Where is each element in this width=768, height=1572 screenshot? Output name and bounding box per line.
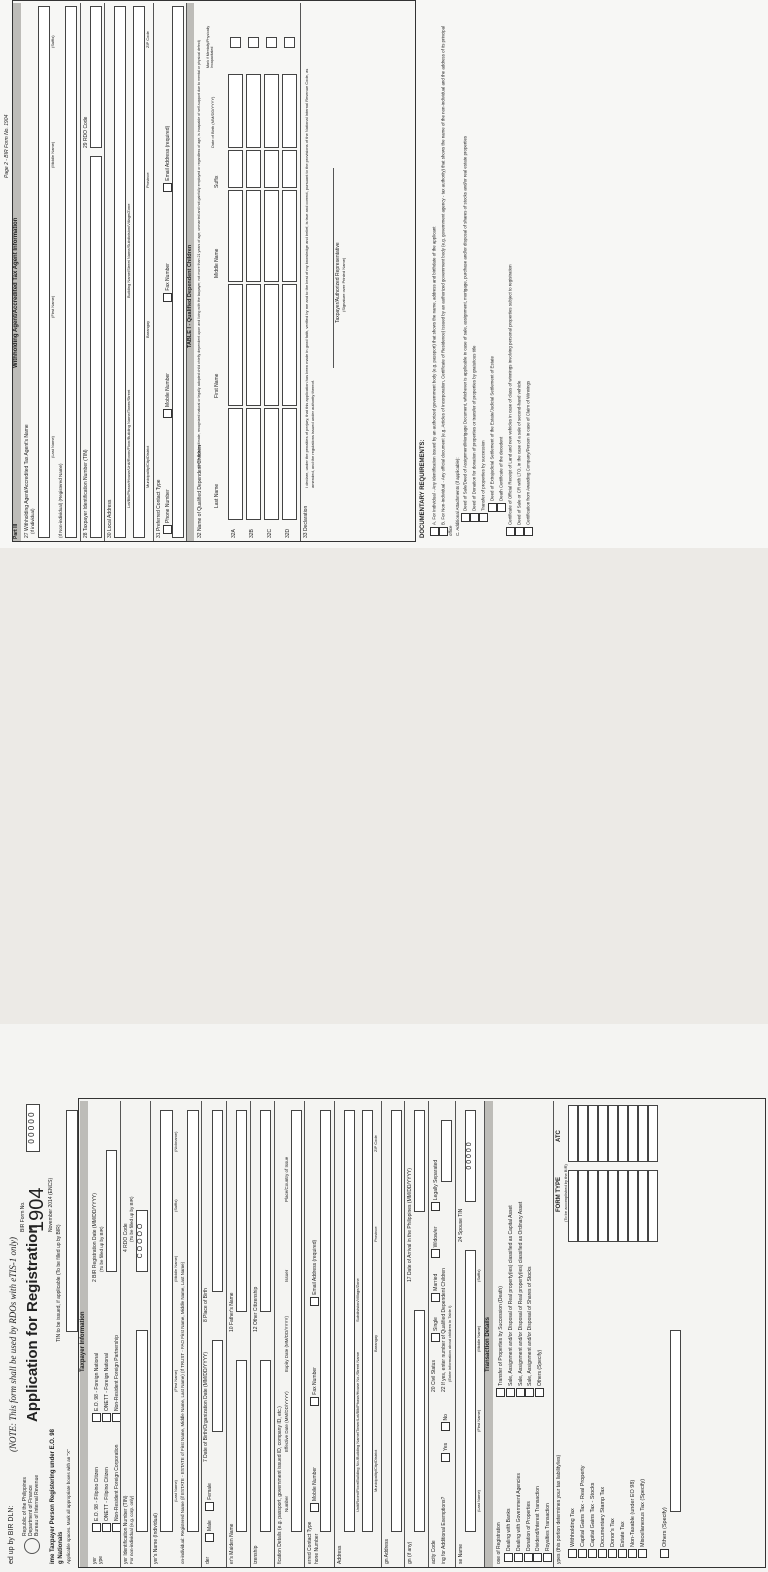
spouse-part: (Suffix): [476, 1269, 481, 1282]
purpose-list-2: Transfer of Properties by Succession (Death) Sale, Assignment and/or Disposal of Real property(ies) classified as Capital Asset Sale, Assignment and/or Disposal of Real property(ies) classified as Ordinary Asset Sale, Assignment and/or Disposal of Shares of Stocks Others (Specify): [496, 1202, 545, 1397]
divider: [250, 1101, 251, 1567]
checkbox[interactable]: [588, 1549, 597, 1558]
incapacitated-checkbox[interactable]: [230, 37, 241, 48]
agent-contact-field[interactable]: [172, 6, 184, 538]
instruction: Applicable spaces. Mark all appropriate boxes with an "X": [66, 1449, 71, 1564]
checkbox[interactable]: [431, 1249, 440, 1258]
foreign-address-field[interactable]: [391, 1110, 402, 1532]
ownership-label: gn (if any): [407, 1541, 413, 1564]
checkbox[interactable]: [205, 1502, 214, 1511]
divider: [404, 1101, 405, 1567]
purpose-label: ose of Registration: [496, 1522, 502, 1564]
address-label: Address: [337, 1545, 343, 1564]
checkbox[interactable]: [497, 503, 506, 512]
form-type-cell[interactable]: [598, 1170, 608, 1242]
divider: [300, 3, 301, 541]
item4-note: (To be filled up by BIR): [129, 1196, 134, 1242]
form-no-label: BIR Form No.: [20, 1201, 26, 1232]
checkbox[interactable]: [533, 1553, 542, 1562]
child-col: Middle Name: [214, 248, 220, 278]
item27-label: 27 Withholding Agent/Accredited Tax Agent's Name: [24, 424, 30, 538]
address-field[interactable]: [344, 1110, 355, 1532]
address-part: Barangay: [373, 1334, 378, 1352]
form-type-cell[interactable]: [628, 1170, 638, 1242]
checkbox[interactable]: [578, 1549, 587, 1558]
name-part: (Suffix): [173, 1199, 178, 1212]
divider: [304, 1101, 305, 1567]
subtitle: ime Taxpayer Person Registering under E.O. 98: [50, 1429, 56, 1564]
child-cell[interactable]: [264, 408, 279, 520]
item2-note: (To be filled up by BIR): [99, 1226, 104, 1272]
mothers-name-label: er's Maiden Name: [229, 1523, 235, 1564]
checkbox[interactable]: [205, 1533, 214, 1542]
divider: [334, 1101, 335, 1567]
form-type-cell[interactable]: [588, 1170, 598, 1242]
address-part: ZIP Code: [373, 1135, 378, 1152]
agent-name-part: (Suffix): [50, 35, 55, 48]
item32-note: (refers to a legitimate, recognized natural or legally adopted child chiefly dependent upon and living with the taxpayer, not more than 21 years of age, unmarried and not gainfully employed or regardless of age, is incapable of self-support due to mental or physical defect): [197, 40, 201, 468]
checkbox[interactable]: [638, 1549, 647, 1558]
atc-cell[interactable]: [618, 1105, 628, 1162]
atc-label: ATC: [556, 1130, 562, 1142]
citizenship-label: izenship: [253, 1545, 259, 1564]
checkbox[interactable]: [525, 1388, 534, 1397]
mothers-name-field[interactable]: [236, 1360, 247, 1532]
item32-label: 32 Name of Qualified Dependent Children: [197, 445, 203, 538]
child-col: First Name: [214, 373, 220, 398]
item30-label: 30 Local Address: [107, 499, 113, 538]
exemption-label: ing for Additional Exemptions?: [441, 1496, 447, 1564]
item8-label: 8 Place of Birth: [203, 1288, 209, 1322]
citizenship-field[interactable]: [260, 1360, 271, 1532]
checkbox[interactable]: [524, 527, 533, 536]
atc-cell[interactable]: [628, 1105, 638, 1162]
spouse-part: (First Name): [476, 1409, 481, 1432]
child-cell[interactable]: [246, 408, 261, 520]
section-taxpayer: Taxpayer Information: [80, 1311, 86, 1372]
atc-cell[interactable]: [648, 1105, 658, 1162]
id-col: Number: [284, 1495, 289, 1512]
checkbox[interactable]: [102, 1413, 111, 1422]
checkbox[interactable]: [524, 1553, 533, 1562]
item2-label: 2 BIR Registration Date (MM/DD/YYYY): [92, 1193, 98, 1282]
birth-date-field[interactable]: [212, 1340, 223, 1432]
civil-status-options: Single Married Widow/er Legally Separated: [431, 1160, 440, 1342]
signature-line: [333, 168, 334, 368]
dln-label: ed up by BIR DLN:: [8, 1505, 15, 1564]
declaration-text: I declare, under the penalties of perjury, that this application has been made in good faith, verified by me and to the best of my knowledge and belief, is true and correct, pursuant to the provisions of the National Internal Revenue Code, as amended, and the regulations issued under authority thereof.: [304, 68, 315, 488]
children-count-field[interactable]: [441, 1120, 452, 1182]
child-col: Last Name: [214, 483, 220, 508]
agent-tin-field[interactable]: [90, 156, 102, 538]
capacity-label: acity Code: [431, 1540, 437, 1564]
form-type-cell[interactable]: [638, 1170, 648, 1242]
item28-label: 28 Taxpayer Identification Number (TIN): [83, 449, 89, 538]
phone-label: hone Number: [314, 1533, 320, 1564]
checkbox[interactable]: [618, 1549, 627, 1558]
addr-part: ZIP Code: [145, 31, 150, 48]
part-label: Part III: [13, 523, 19, 539]
agent-address-field-2[interactable]: [133, 6, 145, 538]
civil-status-label: 20 Civil Status: [431, 1360, 437, 1392]
checkbox[interactable]: [608, 1549, 617, 1558]
docreq-title: DOCUMENTARY REQUIREMENTS:: [420, 439, 426, 538]
agent-name-part: (Last Name): [50, 435, 55, 458]
incapacitated-checkbox[interactable]: [266, 37, 277, 48]
atc-cell[interactable]: [578, 1105, 588, 1162]
checkbox[interactable]: [496, 1388, 505, 1397]
subtitle2: g Nationals: [58, 1531, 64, 1564]
section-agent: Withholding Agent/Accredited Tax Agent Information: [13, 217, 19, 368]
checkbox[interactable]: [470, 513, 479, 522]
birth-place-field[interactable]: [212, 1110, 223, 1292]
item22-note: (Enter information about children in Table I): [447, 1305, 452, 1382]
atc-cell[interactable]: [598, 1105, 608, 1162]
id-col: Issuer: [284, 1269, 289, 1282]
incapacitated-checkbox[interactable]: [248, 37, 259, 48]
address-part: Unit/Room/Floor/Building No./Building Name/Tower/Lot/Blk/Phase/House No./Street Name: [355, 1351, 360, 1512]
item33-label: 33 Declaration: [303, 505, 309, 538]
divider: [80, 3, 81, 541]
bir-seal: [24, 1538, 40, 1554]
contact-field[interactable]: [320, 1110, 331, 1532]
checkbox[interactable]: [431, 1293, 440, 1302]
addr-part: Lot/Blk/Phase/House/Unit/Room/Floor/Building Name/Tower/Street: [126, 389, 131, 508]
form-title: Application for Registration: [24, 1224, 41, 1422]
checkbox[interactable]: [506, 527, 515, 536]
child-col: Mark if Mentally/Physically Incapacitated: [206, 25, 214, 68]
addr-part: Province: [145, 172, 150, 188]
form-page-1-content: [0, 1096, 768, 1572]
checkbox[interactable]: [163, 525, 172, 534]
checkbox[interactable]: [515, 527, 524, 536]
identification-label: fication Details (e.g. passport, government issued ID, company ID, etc.): [277, 1406, 283, 1564]
checkbox[interactable]: [598, 1549, 607, 1558]
checkbox[interactable]: [102, 1523, 111, 1532]
form-type-label: FORM TYPE: [556, 1176, 562, 1212]
agent-name-field[interactable]: [38, 6, 50, 538]
child-cell[interactable]: [228, 284, 243, 406]
form-page-2: [0, 0, 768, 548]
checkbox[interactable]: [516, 1388, 525, 1397]
checkbox[interactable]: [163, 183, 172, 192]
child-cell[interactable]: [246, 74, 261, 148]
foreign-address-label: gn Address: [384, 1538, 390, 1564]
agent-name-part: (Middle Name): [50, 141, 55, 168]
checkbox[interactable]: [568, 1549, 577, 1558]
form-type-cell[interactable]: [578, 1170, 588, 1242]
address-field-2[interactable]: [362, 1110, 373, 1532]
registered-name-field[interactable]: [65, 6, 77, 538]
child-cell[interactable]: [228, 150, 243, 188]
address-part: Municipality/City/District: [373, 1449, 378, 1492]
child-cell[interactable]: [282, 190, 297, 282]
child-cell[interactable]: [264, 284, 279, 406]
checkbox[interactable]: [504, 1553, 513, 1562]
atc-cell[interactable]: [568, 1105, 578, 1162]
ownership-field[interactable]: [414, 1310, 425, 1532]
name-part: (Nickname): [173, 1131, 178, 1152]
form-type-cell[interactable]: [608, 1170, 618, 1242]
registered-name-field[interactable]: [187, 1110, 199, 1532]
name-part: (First Name): [173, 1369, 178, 1392]
tin-box[interactable]: [66, 1110, 78, 1332]
child-cell[interactable]: [282, 150, 297, 188]
child-row-label: 32D: [285, 528, 291, 538]
item12-label: 12 Other Citizenship: [253, 1286, 259, 1332]
section-transaction: Transaction Details: [485, 1316, 491, 1372]
others-row: Others (Specify): [660, 1507, 669, 1558]
fathers-name-field[interactable]: [236, 1110, 247, 1312]
addr-part: Building Name/Street Name/Subdivision/Village/Zone: [126, 203, 131, 298]
form-number: 1904: [26, 1187, 48, 1232]
exemption-options: Yes No: [441, 1414, 450, 1462]
divider: [381, 1101, 382, 1567]
rdo-code-field[interactable]: C O O O O: [136, 1210, 148, 1272]
agent-rdo-field[interactable]: [90, 6, 102, 148]
agent-name-part: (First Name): [50, 295, 55, 318]
child-cell[interactable]: [246, 150, 261, 188]
signature-label: Taxpayer/Authorized Representative: [335, 242, 341, 323]
page-note: Page 2 - BIR Form No. 1904: [4, 114, 10, 178]
spouse-label: se Name: [458, 1543, 464, 1564]
checkbox[interactable]: [310, 1397, 319, 1406]
child-cell[interactable]: [264, 150, 279, 188]
agency-block: Republic of the Philippines Department of Finance Bureau of Internal Revenue: [22, 1474, 40, 1536]
addr-part: Barangay: [145, 320, 150, 338]
agent-address-field[interactable]: [114, 6, 126, 538]
item24-label: 24 Spouse TIN: [458, 1208, 464, 1242]
divider: [274, 1101, 275, 1567]
taxpayer-name-field[interactable]: [160, 1110, 173, 1532]
other-citizenship-field[interactable]: [260, 1110, 271, 1312]
divider: [428, 1101, 429, 1567]
address-part: Province: [373, 1226, 378, 1242]
non-individual-label: (If Non-individual) (Registered Name): [58, 463, 63, 538]
checkbox[interactable]: [628, 1549, 637, 1558]
divider: [120, 1101, 121, 1567]
table-title: TABLE I - Qualified Dependent Children: [187, 244, 193, 348]
taxpayer-type-label2: ype: [98, 1555, 104, 1564]
atc-cell[interactable]: [588, 1105, 598, 1162]
checkbox[interactable]: [461, 513, 470, 522]
form-date: November 2014 (ENCS): [48, 1177, 54, 1232]
checkbox[interactable]: [92, 1523, 101, 1532]
contact-types: Mobile Number Fax Number Email Address (required): [310, 1240, 319, 1512]
item3-label: yer Identification Number (TIN): [123, 1495, 129, 1564]
checkbox[interactable]: [441, 1453, 450, 1462]
divider: [455, 1101, 456, 1567]
spouse-tin-field[interactable]: 0 0 0 0 0: [465, 1110, 476, 1202]
item17-label: 17 Date of Arrival in the Philippines (MM/DD/YYYY): [407, 1168, 413, 1282]
tax-types-label: ypes (this portion determines your tax liability/ies): [556, 1454, 562, 1564]
checkbox[interactable]: [163, 293, 172, 302]
form-page-2-content: [0, 0, 768, 548]
child-row-label: 32B: [249, 529, 255, 538]
divider: [150, 1101, 151, 1567]
checkbox[interactable]: [163, 409, 172, 418]
item29-label: 29 RDO Code: [83, 116, 89, 148]
item27-note: (If individual): [30, 508, 35, 534]
checkbox[interactable]: [92, 1413, 101, 1422]
checkbox[interactable]: [479, 513, 488, 522]
form-type-cell[interactable]: [648, 1170, 658, 1242]
divider: [201, 1101, 202, 1567]
child-col: Suffix: [214, 175, 220, 188]
item10-label: 10 Father's Name: [229, 1292, 235, 1332]
name-part: (Middle Name): [173, 1255, 178, 1282]
item7-label: 7 Date of Birth/Organization Date (MM/DD/YYYY): [203, 1351, 209, 1462]
registration-date-field[interactable]: [106, 1150, 117, 1272]
taxpayer-types-col2: E.O. 98 - Foreign National ONETT - Foreign National Non-Resident Foreign Partnership: [92, 1335, 121, 1422]
atc-cell[interactable]: [608, 1105, 618, 1162]
divider: [104, 3, 105, 541]
child-cell[interactable]: [246, 284, 261, 406]
item22-label: 22 If yes, enter number of Qualified Dependent Children: [441, 1268, 447, 1392]
checkbox[interactable]: [488, 503, 497, 512]
name-part: (Last Name): [173, 1479, 178, 1502]
taxpayer-type-label: yer: [92, 1557, 98, 1564]
child-cell[interactable]: [282, 74, 297, 148]
child-cell[interactable]: [246, 190, 261, 282]
child-cell[interactable]: [264, 74, 279, 148]
tin-note: TIN to be issued, if applicable (To be filled up by BIR): [56, 1224, 62, 1342]
child-col: Date of Birth (MM/DD/YYYY): [210, 96, 215, 148]
incapacitated-checkbox[interactable]: [284, 37, 295, 48]
atc-cell[interactable]: [638, 1105, 648, 1162]
divider: [553, 1101, 554, 1567]
item3-note: For non-individual (e.g. corp. only): [129, 1495, 134, 1564]
id-col: Place/Country of Issue: [284, 1156, 289, 1202]
checkbox[interactable]: [439, 527, 448, 536]
checkbox[interactable]: [430, 527, 439, 536]
spouse-name-field[interactable]: [465, 1250, 476, 1532]
item31-label: 31 Preferred Contact Type: [156, 479, 162, 538]
tin-field[interactable]: [136, 1330, 148, 1532]
checkbox[interactable]: [514, 1553, 523, 1562]
child-cell[interactable]: [282, 284, 297, 406]
child-cell[interactable]: [282, 408, 297, 520]
checkbox[interactable]: [543, 1553, 552, 1562]
gender-label: der: [205, 1556, 211, 1564]
signature-note: (Signature over Printed Name): [341, 257, 346, 312]
top-digit-box[interactable]: 0 0 0 0 0: [26, 1104, 40, 1152]
contact-label: erred Contact Type: [307, 1521, 313, 1564]
checkbox[interactable]: [310, 1503, 319, 1512]
child-row-label: 32A: [231, 529, 237, 538]
docreq-list: A. For Individual - Any identification issued by an authorized government body (e.g. passport) that shows the name, address and birthdate of the applicant B. For Non-Individual - Any official document (e.g. Articles of Incorporation, Certificate of Residence) issued by an authorized government body (e.g. government agency - tax authority) that shows the name of the non-individual and the address of its principal office C. Additional Attachments (if applicable): Deed of Sale/Deed of Assignment/Mortgage Document, whichever is applicable in case of sale, assignment, mortgage, purchase and/or disposal of shares of stocks and/or real estate properties Deed of Donation for donation of properties or transfer of properties by gratuitous title Transfer of properties by succession Deed of Extrajudicial Settlement of the Estate/Judicial Settlement of Estate Death Certificate of the decedent Certificate of Official Receipt of Land and new vehicles in case of class of winnings involving personal properties subject to registration Deed of Sale or CR with LTO, in the case of a sale of second-hand vehicle Certification from Awarding Company/Person in case of Claim of Winnings: [430, 16, 533, 536]
addr-part: Municipality/City/District: [145, 445, 150, 488]
item4-label: 4 RDO Code: [123, 1223, 129, 1252]
form-page-1: [0, 548, 768, 1564]
purpose-list: Dealing with Banks Dealing with Government Agencies Donation of Properties Dividend/Interest Transaction Royalties Transaction: [504, 1473, 553, 1562]
taxpayer-types-col1: E.O. 98 - Filipino Citizen ONETT - Filipino Citizen Non-Resident Foreign Corporation: [92, 1445, 121, 1532]
checkbox[interactable]: [535, 1388, 544, 1397]
others-field[interactable]: [670, 1330, 681, 1512]
divider: [153, 3, 154, 541]
arrival-date-field[interactable]: [414, 1110, 425, 1212]
child-cell[interactable]: [228, 408, 243, 520]
checkbox[interactable]: [660, 1549, 669, 1558]
id-col: Expiry Date (MM/DD/YYYY): [284, 1315, 289, 1372]
form-type-note: (To be accomplished by the BIR): [563, 1164, 568, 1222]
checkbox[interactable]: [441, 1422, 450, 1431]
id-col: Effective Date (MM/DD/YYYY): [284, 1391, 289, 1452]
name-label: yer's Name (Individual): [153, 1513, 159, 1564]
tax-types-list: Withholding Tax Capital Gains Tax - Real Property Capital Gains Tax - Stocks Documentary Stamp Tax Donor's Tax Estate Tax Non-Taxable (under EO 98) Miscellaneous Tax (Specify): [568, 1465, 648, 1558]
checkbox[interactable]: [431, 1202, 440, 1211]
spouse-part: (Middle Name): [476, 1325, 481, 1352]
form-type-cell[interactable]: [568, 1170, 578, 1242]
agent-contact-types: Phone Number Mobile Number Fax Number Email Address (required): [163, 126, 172, 534]
address-part: Subdivision/Village/Zone: [355, 1278, 360, 1322]
identification-field[interactable]: [291, 1110, 302, 1532]
checkbox[interactable]: [431, 1333, 440, 1342]
child-cell[interactable]: [228, 190, 243, 282]
checkbox[interactable]: [506, 1388, 515, 1397]
estate-note: on-individual: Registered Name (if ESTATE - ESTATE of First Name, Middle Name, Last Name) (If TRUST - FAO First Name, Middle Name, Last Name): [180, 1261, 185, 1564]
divider: [226, 1101, 227, 1567]
child-cell[interactable]: [264, 190, 279, 282]
spouse-part: (Last Name): [476, 1489, 481, 1512]
gender-options: Male Female: [205, 1483, 214, 1542]
form-note: (NOTE: This form shall be used by RDOs with eTIS-1 only): [8, 1237, 18, 1452]
child-cell[interactable]: [228, 74, 243, 148]
checkbox[interactable]: [310, 1297, 319, 1306]
form-type-cell[interactable]: [618, 1170, 628, 1242]
child-row-label: 32C: [267, 528, 273, 538]
